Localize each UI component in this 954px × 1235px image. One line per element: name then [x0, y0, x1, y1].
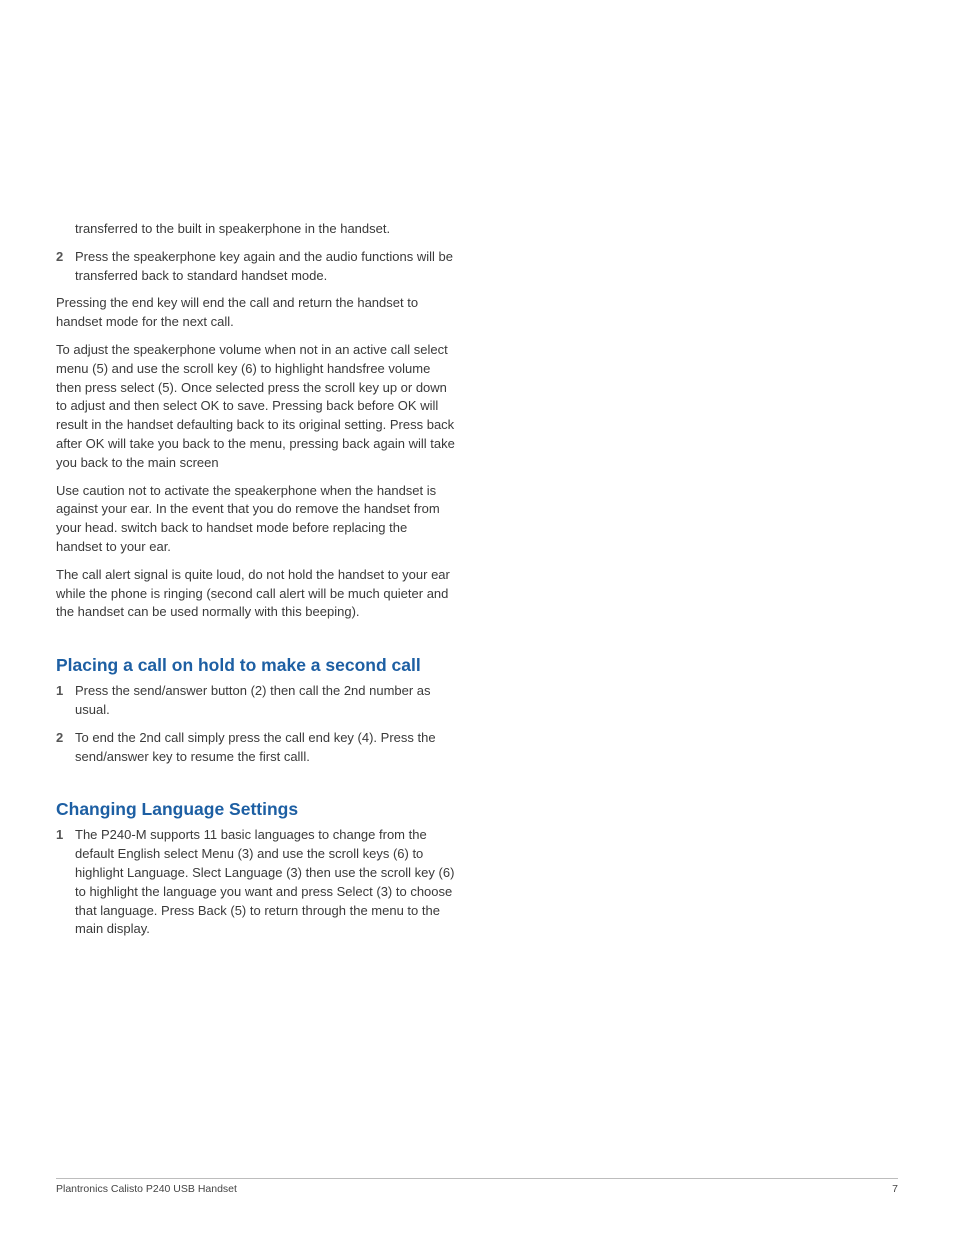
list-item	[56, 729, 456, 767]
step-text: To end the 2nd call simply press the call end key (4). Press the send/answer key to resume the first calll.	[75, 729, 436, 764]
step-number: 2	[56, 729, 64, 745]
step-text: Press the send/answer button (2) then call the 2nd number as usual.	[75, 683, 431, 717]
language-steps	[56, 826, 456, 939]
page-number: 7	[892, 1183, 898, 1195]
list-item	[56, 248, 456, 286]
step-number: 1	[56, 683, 64, 699]
list-item	[56, 826, 456, 939]
continuation-text: transferred to the built in speakerphone in the handset.	[75, 221, 391, 236]
section-heading-language: Changing Language Settings	[56, 799, 299, 820]
paragraph-call-alert: The call alert signal is quite loud, do not hold the handset to your ear while the phone is ringing (second call alert will be much quieter and the handset can be used normally with this beeping).	[56, 566, 450, 620]
list-item	[56, 682, 456, 720]
section-heading-hold: Placing a call on hold to make a second call	[56, 655, 421, 676]
footer-divider	[56, 1178, 898, 1179]
intro-steps	[56, 248, 456, 286]
footer-title: Plantronics Calisto P240 USB Handset	[56, 1183, 237, 1195]
step-number: 1	[56, 827, 64, 843]
content-column	[56, 220, 456, 948]
paragraph-volume: To adjust the speakerphone volume when not in an active call select menu (5) and use the scroll key (6) to highlight handsfree volume then press select (5). Once selected press the scroll key up or down to adjust and then select OK to save. Pressing back before OK will result in the handset defaulting back to its original setting. Press back after OK will take you back to the menu, pressing back again will take you back to the main screen	[56, 341, 455, 470]
step-text: The P240-M supports 11 basic languages to change from the default English select Menu (3) and use the scroll keys (6) to highlight Language. Slect Language (3) then use the scroll key (6) to highlight the language you want and press Select (3) to choose that language. Press Back (5) to return through the menu to the main display.	[75, 827, 455, 937]
paragraph-caution: Use caution not to activate the speakerphone when the handset is against your ear. In the event that you do remove the handset from your head. switch back to handset mode before replacing the handset to your ear.	[56, 482, 440, 554]
step-number: 2	[56, 248, 64, 264]
paragraph-end-key: Pressing the end key will end the call and return the handset to handset mode for the next call.	[56, 295, 419, 330]
hold-steps	[56, 682, 456, 766]
step-text: Press the speakerphone key again and the audio functions will be transferred back to standard handset mode.	[75, 248, 453, 283]
